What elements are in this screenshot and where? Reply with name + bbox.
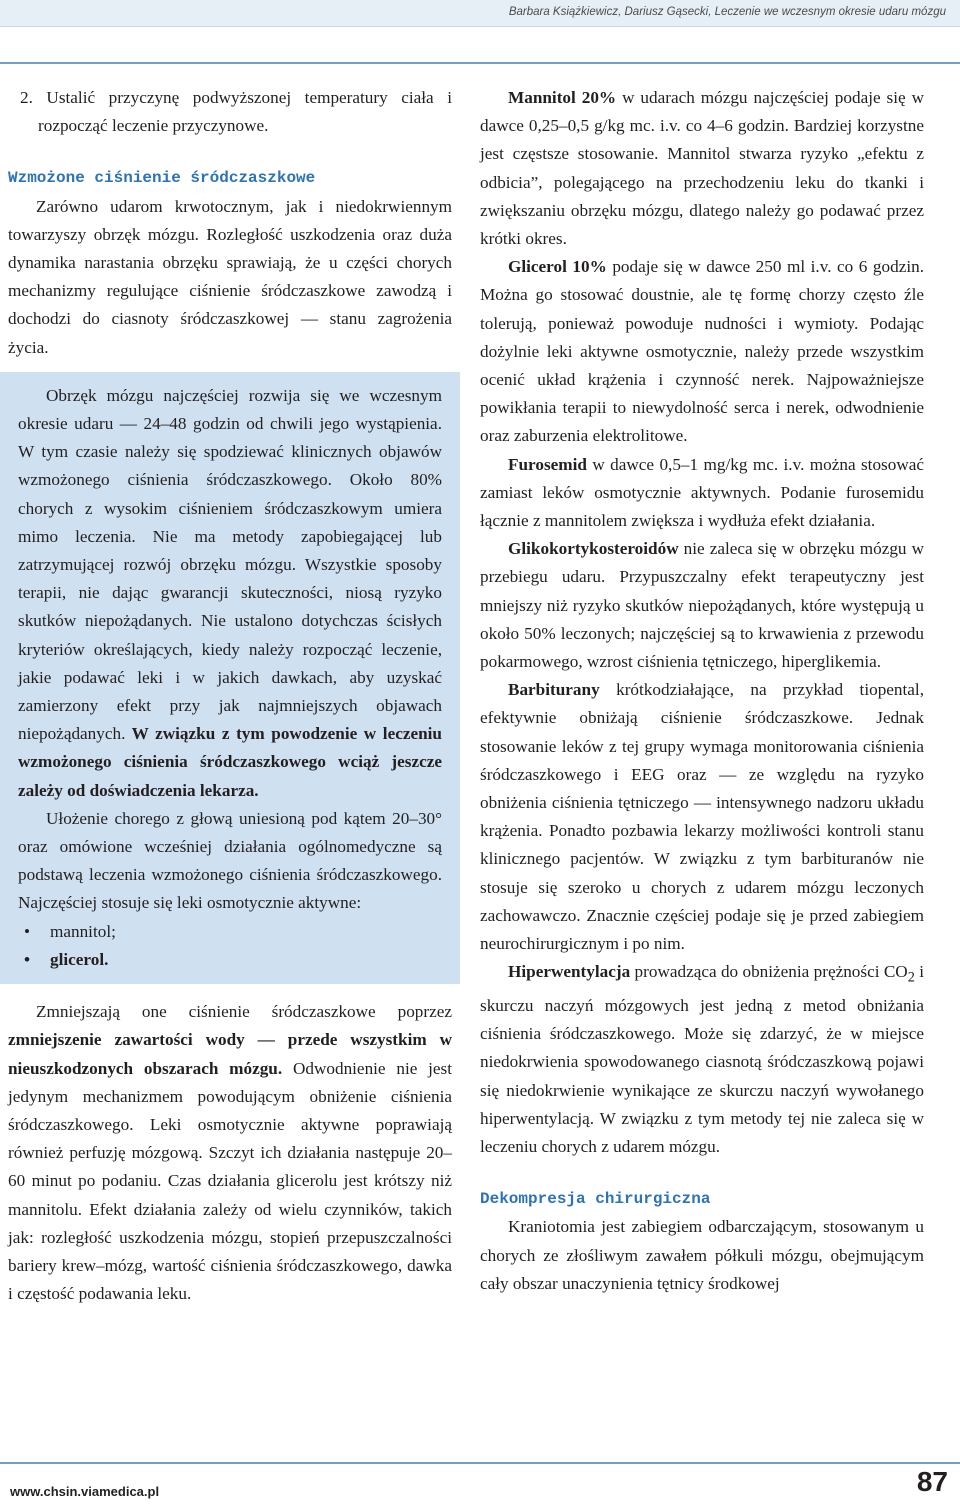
paragraph-mechanism-text-a: Zmniejszają one ciśnienie śródczaszkowe poprzez [36, 1002, 452, 1022]
glicerol-text: podaje się w dawce 250 ml i.v. co 6 godzin. Można go stosować doustnie, ale tę formę chorzy często źle tolerują, ponieważ powoduje nudności i wymioty. Podając dożylnie leki aktywne osmotycznie, należy przede wszystkim ocenić układ krążenia i czynność nerek. Najpoważniejsze powikłania terapii to niewydolność serca i nerek, odwodnienie oraz zaburzenia elektrolitowe. [480, 257, 924, 446]
hiper-subscript: 2 [907, 969, 915, 986]
highlight-box [0, 372, 460, 984]
left-column [8, 84, 452, 1308]
list-item-glicerol: • glicerol. [18, 946, 442, 974]
box-paragraph-1-bold: W związku z tym powodzenie w leczeniu wzmożonego ciśnienia śródczaszkowego wciąż jeszcze zależy od doświadczenia lekarza. [18, 724, 442, 800]
section-heading-icp: Wzmożone ciśnienie śródczaszkowe [8, 169, 316, 188]
list-item-mannitol: • mannitol; [18, 918, 442, 946]
hiper-text-b: i skurczu naczyń mózgowych jest jedną z metod obniżania ciśnienia śródczaszkowego. Może się zdarzyć, że w miejsce niedokrwienia spowodowanego ciasnotą śródczaszkową pojawi się niedokrwienie wynikające ze skurczu naczyń wywołanego hiperwentylacją. W związku z tym metody tej nie zaleca się w leczeniu chorych z udarem mózgu. [480, 962, 924, 1156]
paragraph-mechanism-bold: zmniejszenie zawartości wody — przede wszystkim w nieuszkodzonych obszarach mózgu. [8, 1030, 452, 1078]
box-paragraph-2: Ułożenie chorego z głową uniesioną pod kątem 20–30° oraz omówione wcześniej działania ogólnomedyczne są podstawą leczenia wzmożonego ciśnienia śródczaszkowego. Najczęściej stosuje się leki osmotycznie aktywne: [18, 808, 442, 913]
right-column [480, 84, 924, 1298]
paragraph-furosemid [480, 451, 924, 536]
drug-list [18, 918, 442, 974]
gliko-label: Glikokortykosteroidów [508, 539, 679, 559]
gliko-text: nie zaleca się w obrzęku mózgu w przebiegu udaru. Przypuszczalny efekt terapeutyczny jest mniejszy niż ryzyko skutków niepożądanych, które występują u około 50% leczonych; najczęściej są to krwawienia z przewodu pokarmowego, wzrost ciśnienia tętniczego, hiperglikemia. [480, 539, 924, 672]
paragraph-hiperwentylacja [480, 958, 924, 1161]
barbiturany-text: krótkodziałające, na przykład tiopental, efektywnie obniżają ciśnienie śródczaszkowe. Jednak stosowanie leków z tej grupy wymaga monitorowania ciśnienia śródczaszkowego i EEG oraz — ze względu na ryzyko obniżenia ciśnienia tętniczego — intensywnego nadzoru układu krążenia. Ponadto pozbawia lekarzy możliwości kontroli stanu klinicznego pacjentów. W związku z tym barbituranów nie stosuje się szeroko u chorych z udarem mózgu leczonych zachowawczo. Znacznie częściej podaje się je przed zabiegiem neurochirurgicznym i po nim. [480, 680, 924, 954]
hiper-label: Hiperwentylacja [508, 962, 631, 982]
header-divider [0, 62, 960, 64]
paragraph-mechanism-text-b: Odwodnienie nie jest jedynym mechanizmem powodującym obniżenie ciśnienia śródczaszkowego. Leki osmotycznie aktywne poprawiają również perfuzję mózgową. Szczyt ich działania następuje 20–60 minut po podaniu. Czas działania glicerolu jest krótszy niż mannitolu. Efekt działania zależy od wielu czynników, takich jak: rozległość uszkodzenia mózgu, stopień przepuszczalności bariery krew–mózg, wartość ciśnienia śródczaszkowego, dawka i częstość podawania leku. [8, 1058, 453, 1304]
box-paragraph-1 [18, 382, 442, 805]
section-heading-decompression: Dekompresja chirurgiczna [480, 1190, 711, 1209]
running-title: Barbara Książkiewicz, Dariusz Gąsecki, Leczenie we wczesnym okresie udaru mózgu [508, 6, 946, 18]
paragraph-glicerol [480, 253, 924, 450]
box-paragraph-1-text: Obrzęk mózgu najczęściej rozwija się we wczesnym okresie udaru — 24–48 godzin od chwili jego wystąpienia. W tym czasie należy się spodziewać klinicznych objawów wzmożonego ciśnienia śródczaszkowego. Około 80% chorych z wysokim ciśnieniem śródczaszkowym umiera mimo leczenia. Nie ma metody zapobiegającej lub zatrzymującej rozwój obrzęku mózgu. Wszystkie sposoby terapii, nie dając gwarancji skuteczności, niosą ryzyko skutków niepożądanych. Nie ustalono dotychczas ścisłych kryteriów określających, kiedy należy rozpocząć leczenie, jakie podawać leki i w jakich dawkach, aby uzyskać zamierzony efekt przy jak najmniejszych objawach niepożądanych. [18, 385, 442, 744]
furosemid-text: w dawce 0,5–1 mg/kg mc. i.v. można stosować zamiast leków osmotycznie aktywnych. Podanie furosemidu łącznie z mannitolem zwiększa i wydłuża efekt działania. [480, 454, 924, 531]
page-number: 87 [916, 1466, 948, 1497]
numbered-item: 2. Ustalić przyczynę podwyższonej temperatury ciała i rozpocząć leczenie przyczynowe. [20, 88, 452, 136]
mannitol-text: w udarach mózgu najczęściej podaje się w dawce 0,25–0,5 g/kg mc. i.v. co 4–6 godzin. Bardziej korzystne jest częstsze stosowanie. Mannitol stwarza ryzyko „efektu z odbicia”, polegającego na przechodzeniu leku do tkanki i zwiększaniu obrzęku mózgu, dlatego należy go podawać przez krótki okres. [480, 88, 924, 249]
paragraph-glikokortykosteroidy [480, 535, 924, 676]
paragraph-mannitol [480, 84, 924, 253]
paragraph-intro: Zarówno udarom krwotocznym, jak i niedokrwiennym towarzyszy obrzęk mózgu. Rozległość uszkodzenia oraz duża dynamika narastania obrzęku sprawiają, że u części chorych mechanizmy regulujące ciśnienie śródczaszkowe zawodzą i dochodzi do ciasnoty śródczaszkowej — stanu zagrożenia życia. [8, 196, 452, 357]
paragraph-barbiturany [480, 676, 924, 958]
glicerol-label: Glicerol 10% [508, 257, 607, 277]
website-link[interactable]: www.chsin.viamedica.pl [10, 1484, 160, 1499]
barbiturany-label: Barbiturany [508, 680, 600, 700]
hiper-text-a: prowadząca do obniżenia prężności CO [630, 962, 908, 982]
furosemid-label: Furosemid [508, 454, 587, 474]
footer-divider [0, 1462, 960, 1464]
paragraph-mechanism [8, 998, 452, 1308]
header-bar [0, 0, 960, 27]
paragraph-decompression: Kraniotomia jest zabiegiem odbarczającym, stosowanym u chorych ze złośliwym zawałem półkuli mózgu, obejmującym cały obszar unaczynienia tętnicy środkowej [480, 1217, 924, 1293]
mannitol-label: Mannitol 20% [508, 88, 617, 107]
